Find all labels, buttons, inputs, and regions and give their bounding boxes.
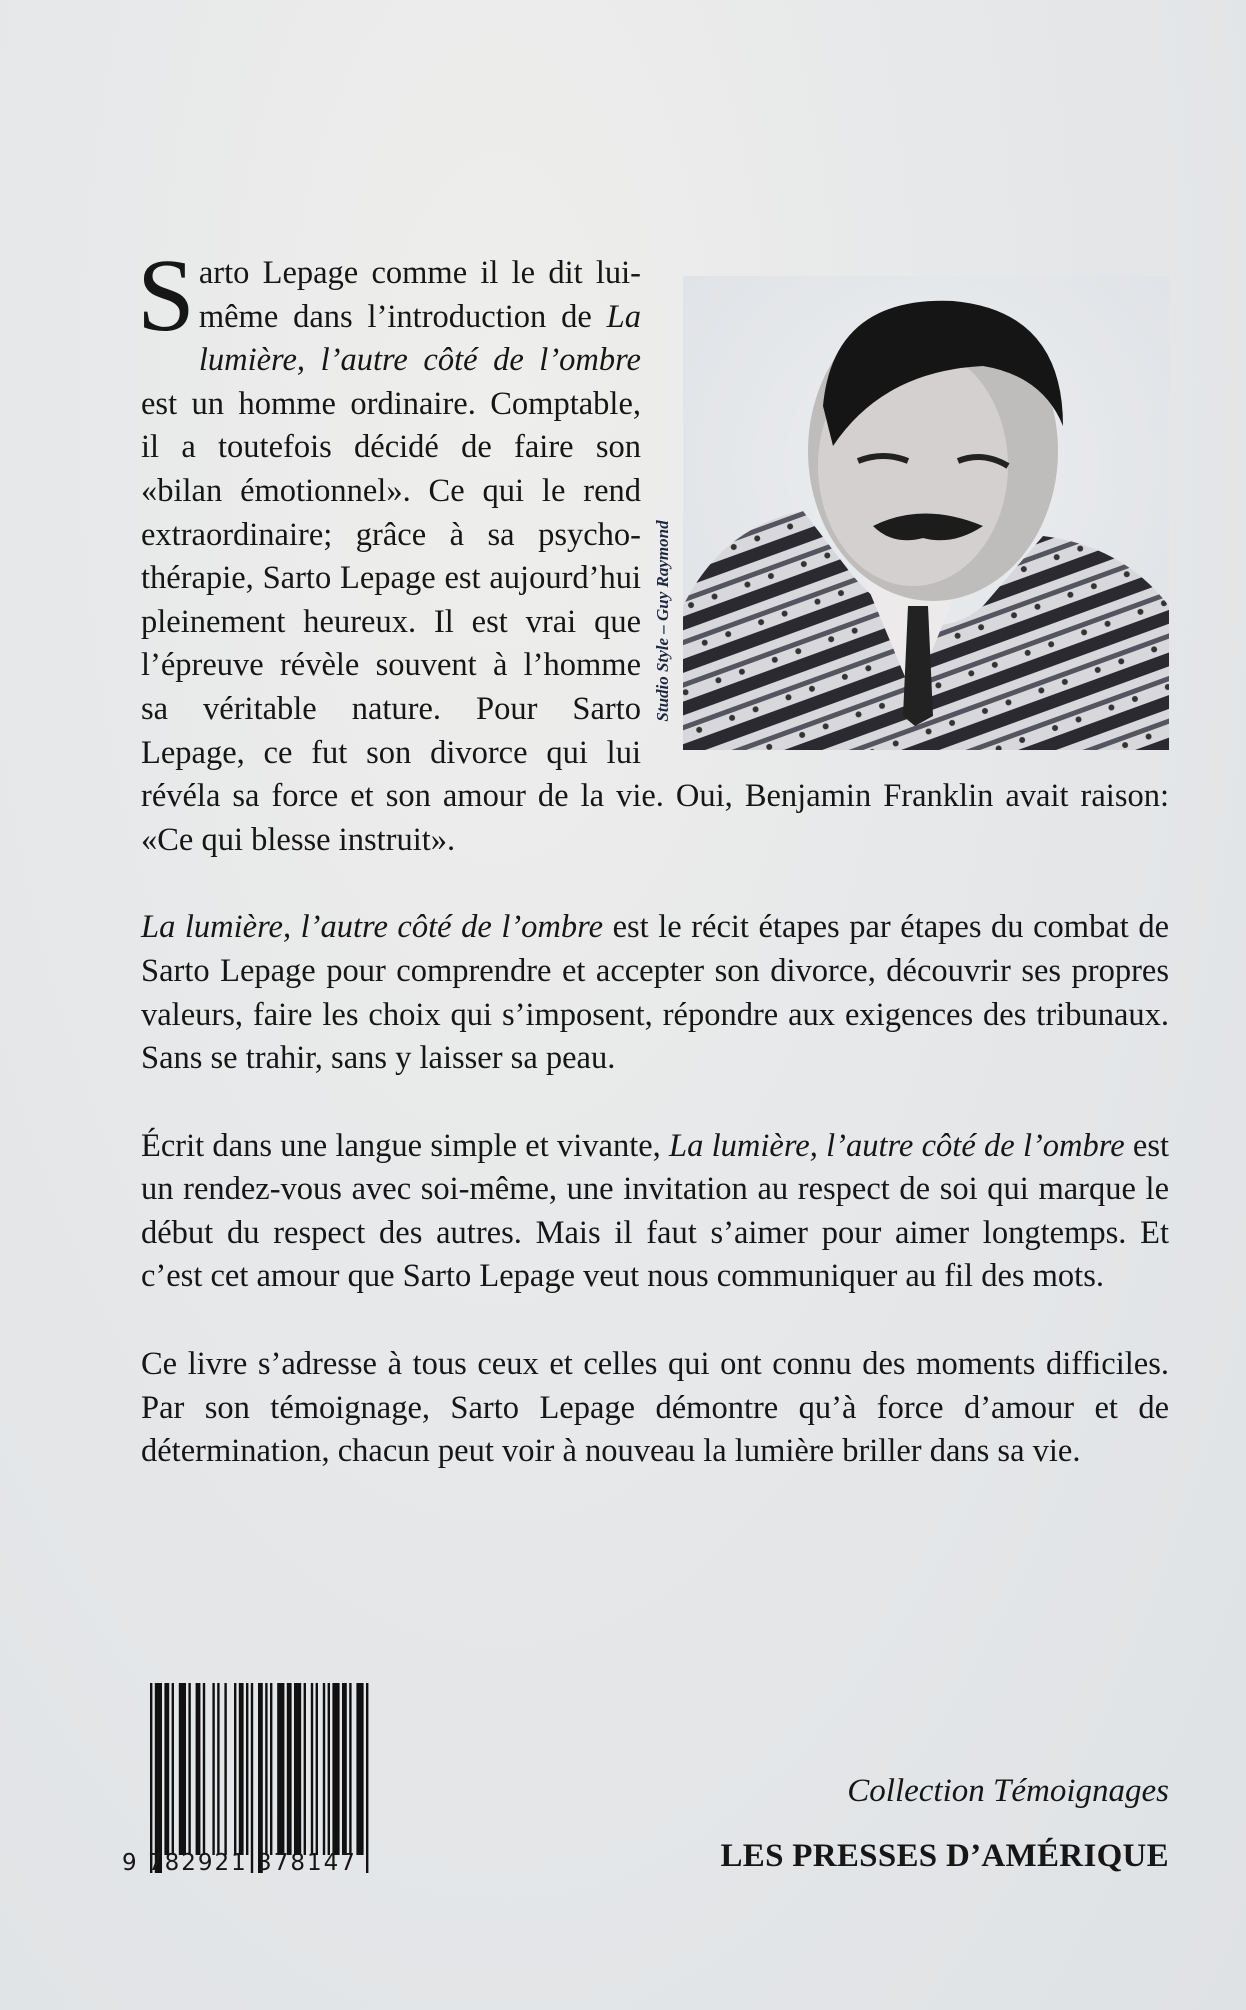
paragraph-4 — [141, 1343, 1169, 1474]
barcode-bar — [342, 1683, 347, 1855]
barcode-bar — [366, 1683, 368, 1873]
barcode-bar — [203, 1683, 205, 1855]
collection-name: Collection Témoignages — [847, 1773, 1169, 1809]
text-segment: est le récit étapes par étapes du combat de Sarto Lepage pour comprendre et accepter son divorce, découvrir ses propres valeurs, faire les choix qui s’imposent, répondre aux exigences des tribunaux. Sans se trahir, sans y laisser sa peau. — [141, 909, 1169, 1077]
barcode-bar — [311, 1683, 313, 1855]
barcode-bar — [196, 1683, 201, 1855]
barcode-bar — [356, 1683, 363, 1855]
barcode-bar — [172, 1683, 174, 1855]
barcode-bar — [332, 1683, 339, 1855]
barcode-bar — [217, 1683, 219, 1855]
author-photo-block — [647, 276, 1169, 752]
isbn-number: 9 782921 378147 — [122, 1850, 357, 1876]
text-segment: Écrit dans une langue simple et vivante, — [141, 1127, 670, 1164]
text-segment: Ce livre s’adresse à tous ceux et celles qui ont connu des moments difficiles. Par son témoignage, Sarto Lepage démontre qu’à force d’amour et de détermination, chacun peut voir à nouveau la lumière briller dans sa vie. — [141, 1346, 1169, 1470]
barcode-bar — [188, 1683, 190, 1855]
barcode-bar — [224, 1683, 226, 1855]
barcode-bar — [316, 1683, 318, 1855]
barcode-bar — [234, 1683, 236, 1855]
barcode-bar — [155, 1683, 162, 1873]
author-photo — [683, 276, 1169, 750]
barcode-bar — [239, 1683, 244, 1855]
book-title-italic: La lumière, l’autre côté de l’ombre — [198, 298, 641, 379]
text-segment: est un homme ordinaire. Comptable, il a toutefois décidé de faire son «bilan émotionnel». Ce qui le rend extraordinaire; grâce à sa psychothérapie, Sarto Lepage est aujourd’hui pleinement heureux. Il est vrai que l’épreuve révèle souvent à l’homme sa véritable nature. Pour Sarto Lepage, ce fut son divorce qui lui révéla sa force et son amour de la vie. Oui, Benjamin Franklin avait raison: «Ce qui blesse instruit». — [141, 385, 1169, 858]
paragraph-3 — [141, 1125, 1169, 1299]
barcode-bar — [265, 1683, 267, 1855]
book-title-italic: La lumière, l’autre côté de l’ombre — [669, 1127, 1125, 1164]
drop-cap: S — [137, 238, 195, 353]
barcode-bar — [251, 1683, 253, 1873]
barcode-bar — [277, 1683, 284, 1855]
barcode-bar — [294, 1683, 301, 1855]
barcode-bar — [349, 1683, 351, 1855]
text-segment: arto Lepage comme il le dit lui-même dans l’introduction de — [198, 255, 641, 335]
book-title-italic: La lumière, l’autre côté de l’ombre — [141, 909, 604, 946]
text-segment: est un rendez-vous avec soi-même, une invitation au respect de soi qui marque le début du respect des autres. Mais il faut s’aimer pour aimer longtemps. Et c’est cet amour que Sarto Lepage veut nous communiquer au fil des mots. — [141, 1127, 1170, 1295]
barcode-bar — [150, 1683, 152, 1873]
paragraph-1 — [137, 238, 1169, 862]
photo-credit-text: Studio Style – Guy Raymond — [653, 520, 673, 722]
barcode-bar — [328, 1683, 330, 1855]
barcode-bar — [323, 1683, 325, 1855]
barcode-bar — [164, 1683, 169, 1855]
publisher-name: LES PRESSES D’AMÉRIQUE — [720, 1838, 1169, 1874]
barcode-bar — [287, 1683, 292, 1855]
barcode-bar — [212, 1683, 214, 1855]
barcode-bar — [270, 1683, 272, 1855]
barcode-bar — [179, 1683, 186, 1855]
barcode-bar — [304, 1683, 306, 1855]
barcode-bar — [258, 1683, 263, 1873]
paragraph-2 — [141, 906, 1169, 1080]
blurb-text — [137, 238, 1170, 1518]
photo-credit — [643, 496, 683, 746]
barcode-bar — [246, 1683, 248, 1855]
